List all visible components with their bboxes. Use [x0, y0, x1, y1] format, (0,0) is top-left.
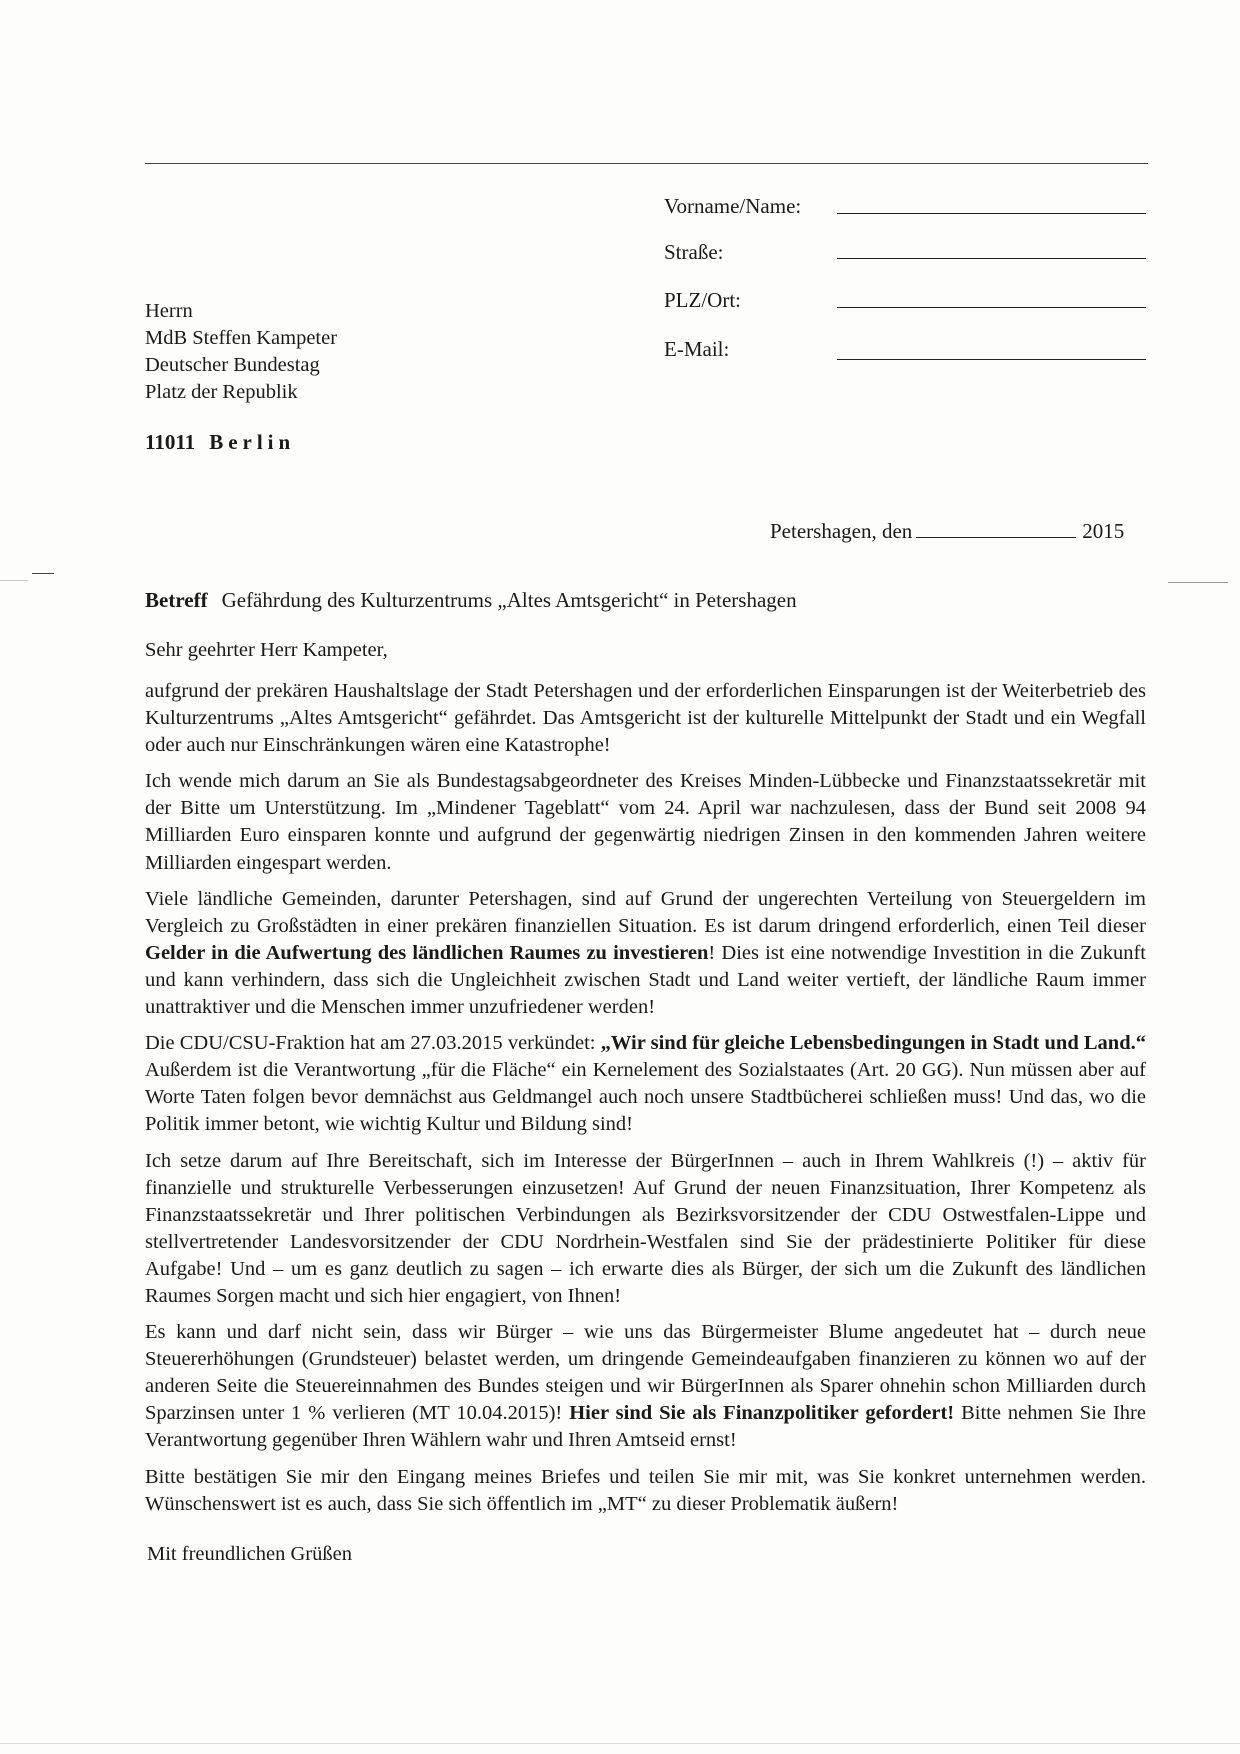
recipient-street: Platz der Republik — [145, 381, 298, 403]
paragraph-4-quote: „Wir sind für gleiche Lebensbedingungen in Stadt und Land.“ — [600, 1032, 1146, 1055]
recipient-name: MdB Steffen Kampeter — [145, 327, 338, 349]
date-place: Petershagen, den — [770, 519, 913, 543]
recipient-postcode: 11011 — [145, 430, 196, 454]
fold-mark — [32, 573, 54, 574]
closing: Mit freundlichen Grüßen — [147, 1543, 352, 1565]
paragraph-4-text-b: Außerdem ist die Verantwortung „für die Fläche“ ein Kernelement des Sozialstaates (Art. 20 GG). Nun müssen aber auf Worte Taten folgen bevor demnächst aus Geldmangel auch noch unsere Stadtbücherei schließen muss! Und das, wo die Politik immer betont, wie wichtig Kultur und Bildung sind! — [145, 1059, 1146, 1136]
recipient-institution: Deutscher Bundestag — [145, 354, 320, 376]
paragraph-2: Ich wende mich darum an Sie als Bundestagsabgeordneter des Kreises Minden-Lübbecke und Finanzstaatssekretär mit der Bitte um Unterstützung. Im „Mindener Tageblatt“ vom 24. April war nachzulesen, dass der Bund seit 2008 94 Milliarden Euro einsparen konnte und aufgrund der gegenwärtig niedrigen Zinsen in den kommenden Jahren weitere Milliarden eingespart werden. — [145, 770, 1146, 874]
paragraph-6 — [145, 1319, 1146, 1454]
city-label: PLZ/Ort: — [664, 288, 741, 312]
recipient-city-name: Berlin — [209, 430, 296, 454]
paper-fold-right — [1168, 582, 1228, 583]
paragraph-6-emphasis: Hier sind Sie als Finanzpolitiker gefordert! — [569, 1402, 955, 1425]
city-field-line[interactable] — [837, 307, 1146, 308]
letter-body — [145, 678, 1146, 1527]
subject-line — [145, 588, 797, 613]
email-label: E-Mail: — [664, 337, 730, 361]
subject-text: Gefährdung des Kulturzentrums „Altes Amtsgericht“ in Petershagen — [221, 588, 797, 612]
date-line — [770, 519, 1124, 544]
paragraph-7: Bitte bestätigen Sie mir den Eingang meines Briefes und teilen Sie mir mit, was Sie konkret unternehmen werden. Wünschenswert ist es auch, dass Sie sich öffentlich im „MT“ zu dieser Problematik äußern! — [145, 1465, 1146, 1515]
date-year: 2015 — [1082, 519, 1125, 543]
recipient-salutation: Herrn — [145, 300, 193, 322]
recipient-address — [145, 298, 337, 406]
paragraph-3-text-a: Viele ländliche Gemeinden, darunter Petershagen, sind auf Grund der ungerechten Verteilung von Steuergeldern im Vergleich zu Großstädten in einer prekären finanziellen Situation. Es ist darum dringend erforderlich, einen Teil dieser — [145, 887, 1146, 937]
name-label: Vorname/Name: — [664, 194, 802, 218]
paragraph-1: aufgrund der prekären Haushaltslage der Stadt Petershagen und der erforderlichen Einsparungen ist der Weiterbetrieb des Kulturzentrums „Altes Amtsgericht“ gefährdet. Das Amtsgericht ist der kulturelle Mittelpunkt der Stadt und ein Wegfall oder auch nur Einschränkungen wären eine Katastrophe! — [145, 680, 1146, 757]
salutation: Sehr geehrter Herr Kampeter, — [145, 639, 388, 661]
date-blank[interactable] — [916, 520, 1076, 538]
street-label: Straße: — [664, 240, 724, 264]
header-rule — [145, 163, 1148, 164]
paragraph-4-text-a: Die CDU/CSU-Fraktion hat am 27.03.2015 verkündet: — [145, 1032, 601, 1055]
paragraph-5: Ich setze darum auf Ihre Bereitschaft, sich im Interesse der BürgerInnen – auch in Ihrem Wahlkreis (!) – aktiv für finanzielle und strukturelle Verbesserungen einzusetzen! Auf Grund der neuen Finanzsituation, Ihrer Kompetenz als Finanzstaatssekretär und Ihrer politischen Verbindungen als Bezirksvorsitzender der CDU Ostwestfalen-Lippe und stellvertretender Landesvorsitzender der CDU Nordrhein-Westfalen sind Sie der prädestinierte Politiker für diese Aufgabe! Und – um es ganz deutlich zu sagen – ich erwarte dies als Bürger, der sich um die Zukunft des ländlichen Raumes Sorgen macht und sich hier engagiert, von Ihnen! — [145, 1149, 1146, 1307]
paper-fold-left — [0, 580, 28, 581]
paragraph-4 — [145, 1030, 1146, 1138]
paragraph-3-emphasis: Gelder in die Aufwertung des ländlichen Raumes zu investieren — [145, 941, 709, 964]
name-field-line[interactable] — [837, 213, 1146, 214]
email-field-line[interactable] — [837, 359, 1146, 360]
subject-label: Betreff — [145, 588, 208, 612]
recipient-city — [145, 430, 295, 455]
paragraph-3-text-b: ! Dies ist eine notwendige Investition in die Zukunft und kann verhindern, dass sich die Ungleichheit zwischen Stadt und Land weiter vertieft, der ländliche Raum immer unattraktiver und die Menschen immer unzufriedener werden! — [145, 941, 1147, 1019]
paragraph-6-text-a: Es kann und darf nicht sein, dass wir Bürger – wie uns das Bürgermeister Blume angedeutet hat – durch neue Steuererhöhungen (Grundsteuer) belastet werden, um dringende Gemeindeaufgaben finanzieren zu können wo auf der anderen Seite die Steuereinnahmen des Bundes steigen und wir BürgerInnen als Sparer ohnehin schon Milliarden durch Sparzinsen unter 1 % verlieren (MT 10.04.2015)! — [145, 1321, 1146, 1425]
street-field-line[interactable] — [837, 258, 1146, 259]
paragraph-3 — [145, 886, 1146, 1021]
paragraph-6-text-b: Bitte nehmen Sie Ihre Verantwortung gegenüber Ihren Wählern wahr und Ihren Amtseid ernst! — [145, 1402, 1146, 1452]
paper-bottom-edge — [0, 1743, 1240, 1744]
